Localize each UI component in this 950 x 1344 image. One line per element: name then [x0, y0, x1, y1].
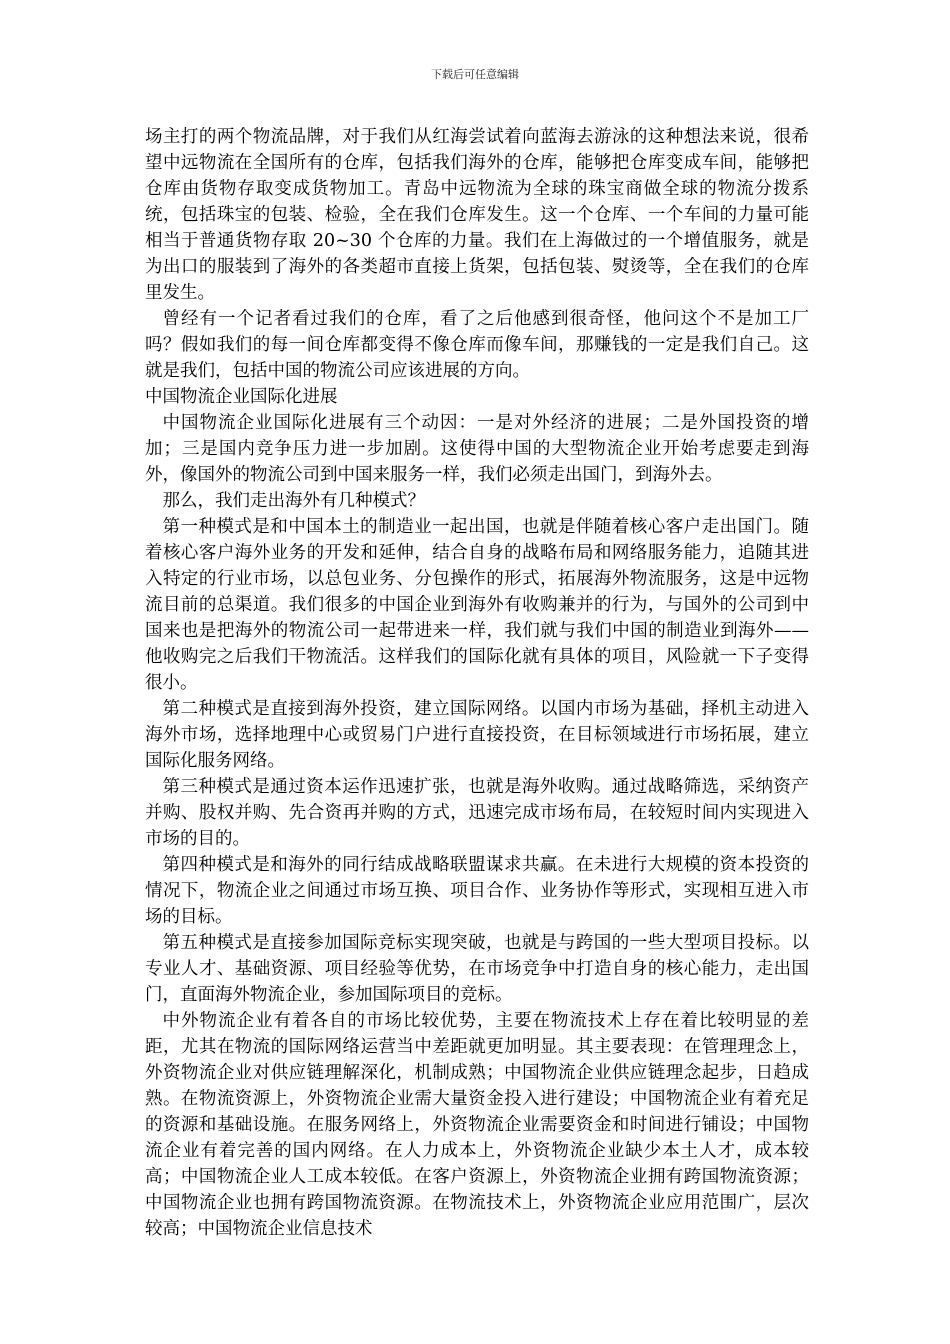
section-heading: 中国物流企业国际化进展 — [145, 387, 338, 407]
paragraph-7: 第三种模式是通过资本运作迅速扩张，也就是海外收购。通过战略筛选，采纳资产并购、股权并购、先合资再并购的方式，迅速完成市场布局，在较短时间内实现进入市场的目的。 — [145, 777, 809, 849]
paragraph-5: 第一种模式是和中国本土的制造业一起出国，也就是伴随着核心客户走出国门。随着核心客户海外业务的开发和延伸，结合自身的战略布局和网络服务能力，追随其进入特定的行业市场，以总包业务、分包操作的形式，拓展海外物流服务，这是中远物流目前的总渠道。我们很多的中国企业到海外有收购兼并的行为，与国外的公司到中国来也是把海外的物流公司一起带进来一样，我们就与我们中国的制造业到海外——他收购完之后我们干物流活。这样我们的国际化就有具体的项目，风险就一下子变得很小。 — [145, 517, 809, 693]
paragraph-10: 中外物流企业有着各自的市场比较优势，主要在物流技术上存在着比较明显的差距，尤其在物流的国际网络运营当中差距就更加明显。其主要表现：在管理理念上，外资物流企业对供应链理解深化，机制成熟；中国物流企业供应链理念起步，日趋成熟。在物流资源上，外资物流企业需大量资金投入进行建设；中国物流企业有着充足的资源和基础设施。在服务网络上，外资物流企业需要资金和时间进行铺设；中国物流企业有着完善的国内网络。在人力成本上，外资物流企业缺少本土人才，成本较高；中国物流企业人工成本较低。在客户资源上，外资物流企业拥有跨国物流资源；中国物流企业也拥有跨国物流资源。在物流技术上，外资物流企业应用范围广，层次较高；中国物流企业信息技术 — [145, 1011, 809, 1239]
paragraph-9: 第五种模式是直接参加国际竞标实现突破，也就是与跨国的一些大型项目投标。以专业人才、基础资源、项目经验等优势，在市场竞争中打造自身的核心能力，走出国门，直面海外物流企业，参加国际项目的竞标。 — [145, 933, 809, 1005]
paragraph-2: 曾经有一个记者看过我们的仓库，看了之后他感到很奇怪，他问这个不是加工厂吗？假如我们的每一间仓库都变得不像仓库而像车间，那赚钱的一定是我们自己。这就是我们，包括中国的物流公司应该进展的方向。 — [145, 309, 809, 381]
page-header: 下载后可任意编辑 — [431, 68, 519, 81]
paragraph-3: 中国物流企业国际化进展有三个动因：一是对外经济的进展；二是外国投资的增加；三是国内竞争压力进一步加剧。这使得中国的大型物流企业开始考虑要走到海外，像国外的物流公司到中国来服务一样，我们必须走出国门，到海外去。 — [145, 413, 809, 485]
paragraph-1: 场主打的两个物流品牌，对于我们从红海尝试着向蓝海去游泳的这种想法来说，很希望中远物流在全国所有的仓库，包括我们海外的仓库，能够把仓库变成车间，能够把仓库由货物存取变成货物加工。青岛中远物流为全球的珠宝商做全球的物流分拨系统，包括珠宝的包装、检验，全在我们仓库发生。这一个仓库、一个车间的力量可能相当于普通货物存取 20~30 个仓库的力量。我们在上海做过的一个增值服务，就是为出口的服装到了海外的各类超市直接上货架，包括包装、熨烫等，全在我们的仓库里发生。 — [145, 127, 809, 303]
paragraph-4: 那么，我们走出海外有几种模式？ — [162, 491, 425, 511]
paragraph-6: 第二种模式是直接到海外投资，建立国际网络。以国内市场为基础，择机主动进入海外市场，选择地理中心或贸易门户进行直接投资，在目标领域进行市场拓展，建立国际化服务网络。 — [145, 699, 809, 771]
document-body — [145, 124, 809, 1242]
paragraph-8: 第四种模式是和海外的同行结成战略联盟谋求共赢。在未进行大规模的资本投资的情况下，物流企业之间通过市场互换、项目合作、业务协作等形式，实现相互进入市场的目标。 — [145, 855, 809, 927]
